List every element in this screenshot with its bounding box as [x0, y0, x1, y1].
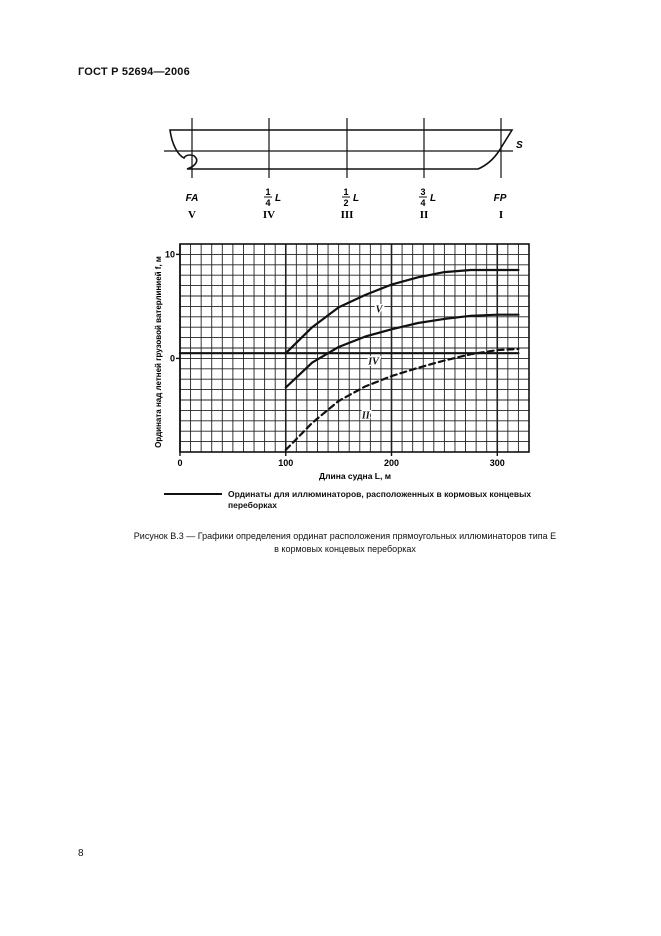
x-tick-label: 300 [489, 458, 505, 468]
page-number: 8 [78, 848, 84, 859]
chart-series-labels [361, 305, 384, 422]
roman-numeral-v: V [188, 209, 196, 221]
station-quarter-label [264, 187, 281, 208]
fraction-denominator: 2 [343, 198, 349, 208]
legend-line-sample [164, 493, 222, 495]
x-tick-label: 100 [278, 458, 294, 468]
y-axis-label: Ордината над летней грузовой ватерлинией f, м [154, 256, 163, 448]
caption-line-1: Рисунок В.3 — Графики определения ординат расположения прямоугольных иллюминаторов типа Е [133, 531, 557, 541]
length-symbol: L [353, 193, 360, 204]
station-roman-numerals [188, 209, 503, 221]
fraction-numerator: 3 [420, 187, 426, 197]
document-header: ГОСТ Р 52694—2006 [78, 66, 190, 78]
figure-caption [100, 530, 590, 556]
series-label-ii: II [361, 410, 370, 422]
station-half-label [342, 187, 359, 208]
ship-sketch [164, 118, 513, 178]
roman-numeral-iii: III [340, 209, 354, 221]
roman-numeral-ii: II [419, 209, 429, 221]
fraction-numerator: 1 [265, 187, 271, 197]
fraction-numerator: 1 [343, 187, 349, 197]
waterline-label: S [516, 140, 523, 151]
station-three-quarter-label [419, 187, 436, 208]
x-tick-label: 0 [177, 458, 183, 468]
length-symbol: L [430, 193, 437, 204]
caption-line-2: в кормовых концевых переборках [274, 544, 416, 554]
legend-text: Ординаты для иллюминаторов, расположенных в кормовых концевых переборках [228, 489, 532, 510]
x-tick-label: 200 [383, 458, 400, 468]
x-axis-label: Длина судна L, м [319, 471, 391, 481]
roman-numeral-iv: IV [262, 209, 276, 221]
fraction-denominator: 4 [420, 198, 426, 208]
y-tick-label: 10 [164, 249, 175, 260]
series-label-iv: IV [368, 356, 379, 368]
hull-outline [170, 130, 512, 169]
length-symbol: L [275, 193, 282, 204]
fraction-denominator: 4 [265, 198, 271, 208]
ordinate-chart [154, 244, 529, 481]
y-tick-label: 0 [169, 353, 175, 364]
station-fa-label: FA [185, 193, 199, 204]
series-label-v: V [375, 304, 383, 316]
station-fp-label: FP [493, 193, 507, 204]
roman-numeral-i: I [498, 209, 504, 221]
chart-grid [180, 244, 529, 452]
